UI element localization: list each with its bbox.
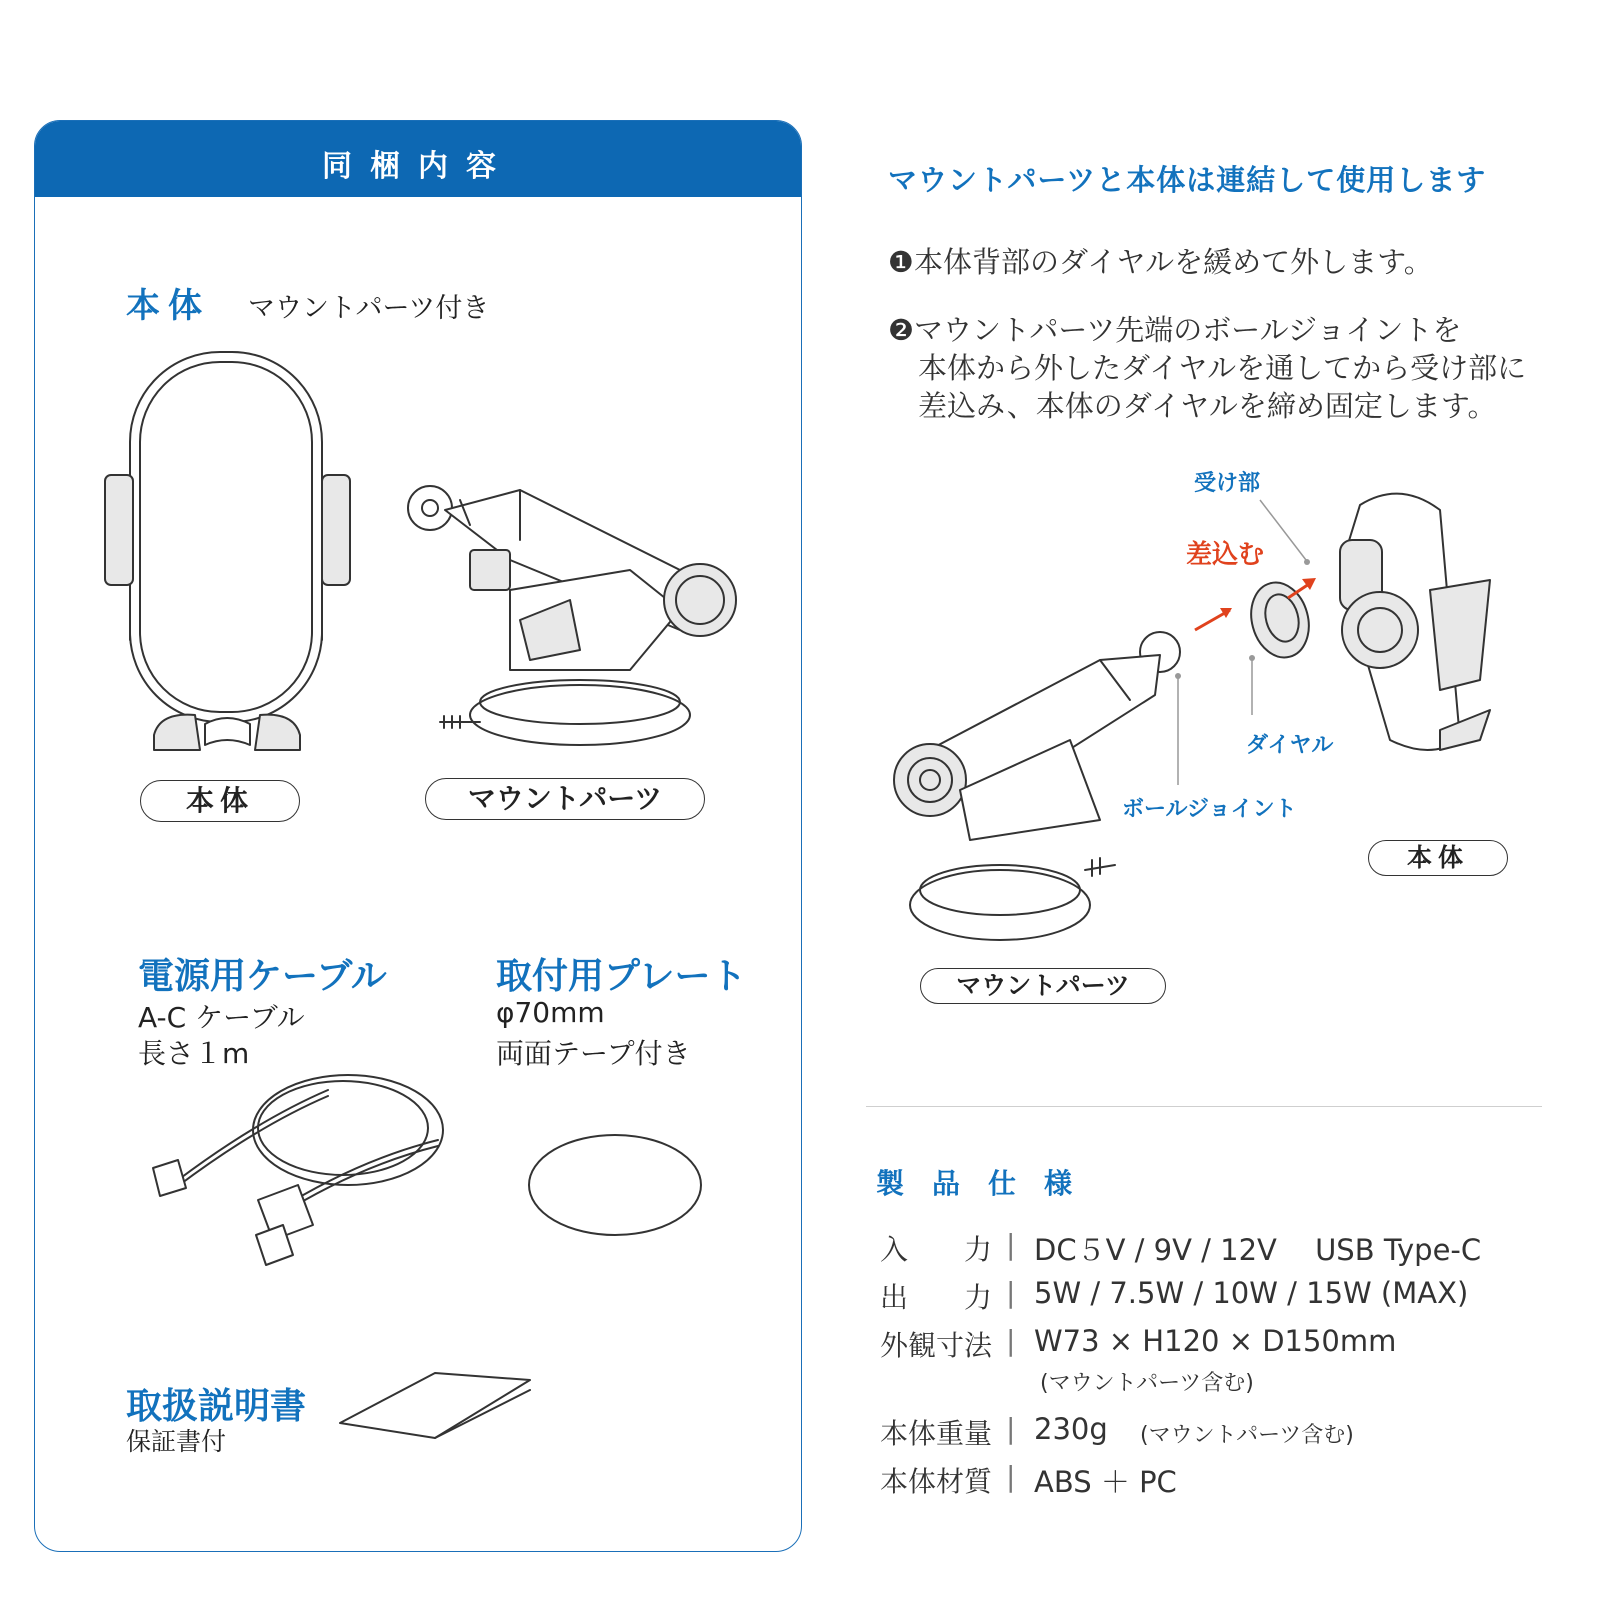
spec-value-weight: 230g <box>1034 1412 1108 1446</box>
assembly-step-2-line-2: 本体から外したダイヤルを通してから受け部に <box>918 351 1527 385</box>
spec-label-input: 入 力 <box>880 1233 993 1266</box>
package-contents-panel <box>34 120 802 1552</box>
spec-value-input: DC５V / 9V / 12V USB Type-C <box>1034 1233 1482 1267</box>
spec-note-weight: (マウントパーツ含む) <box>1140 1423 1354 1448</box>
manual-title: 取扱説明書 <box>126 1386 307 1427</box>
mounting-plate-illustration <box>526 1130 706 1240</box>
package-contents-title: 同梱内容 <box>322 149 514 184</box>
spec-separator: | <box>1006 1412 1016 1445</box>
spec-value-material: ABS ＋ PC <box>1034 1465 1177 1499</box>
spec-separator: | <box>1006 1324 1016 1357</box>
specs-heading: 製 品 仕 様 <box>876 1167 1073 1200</box>
assembly-step-2-line-3: 差込み、本体のダイヤルを締め固定します。 <box>918 389 1497 423</box>
callout-dial: ダイヤル <box>1246 733 1334 758</box>
spec-separator: | <box>1006 1276 1016 1309</box>
manual-note: 保証書付 <box>126 1427 227 1456</box>
spec-separator: | <box>1006 1228 1016 1261</box>
package-contents-header <box>35 121 801 197</box>
assembly-step-1: ❶本体背部のダイヤルを緩めて外します。 <box>888 245 1433 279</box>
phone-holder-illustration <box>100 340 360 760</box>
spec-label-output: 出 力 <box>880 1281 993 1314</box>
main-body-subtitle: マウントパーツ付き <box>248 293 490 324</box>
assembly-mount-label: マウントパーツ <box>920 968 1166 1004</box>
main-body-label: 本体 <box>140 780 300 822</box>
assembly-step-2-line-1: ❷マウントパーツ先端のボールジョイントを <box>888 313 1462 347</box>
callout-insert: 差込む <box>1186 540 1265 570</box>
callout-receiver: 受け部 <box>1194 471 1261 496</box>
spec-label-material: 本体材質 <box>880 1465 993 1498</box>
cable-spec-type: A-C ケーブル <box>138 1001 305 1034</box>
spec-value-output: 5W / 7.5W / 10W / 15W (MAX) <box>1034 1276 1469 1310</box>
assembly-body-label: 本体 <box>1368 840 1508 876</box>
plate-spec-size: φ70mm <box>496 996 605 1029</box>
cable-spec-length: 長さ１m <box>138 1037 250 1070</box>
assembly-heading: マウントパーツと本体は連結して使用します <box>888 163 1487 197</box>
main-body-title: 本体 <box>126 286 210 326</box>
plate-title: 取付用プレート <box>496 956 747 997</box>
callout-ball-joint: ボールジョイント <box>1122 797 1297 822</box>
plate-spec-tape: 両面テープ付き <box>496 1037 691 1070</box>
manual-illustration <box>330 1368 540 1448</box>
cable-title: 電源用ケーブル <box>138 956 387 997</box>
spec-separator: | <box>1006 1460 1016 1493</box>
spec-note-dimensions: (マウントパーツ含む) <box>1040 1371 1254 1396</box>
spec-label-dimensions: 外観寸法 <box>880 1329 993 1362</box>
spec-label-weight: 本体重量 <box>880 1417 993 1450</box>
spec-value-dimensions: W73 × H120 × D150mm <box>1034 1324 1397 1358</box>
mount-parts-illustration <box>400 470 760 760</box>
usb-cable-illustration <box>138 1060 458 1280</box>
section-divider <box>866 1106 1542 1107</box>
mount-parts-label: マウントパーツ <box>425 778 705 820</box>
